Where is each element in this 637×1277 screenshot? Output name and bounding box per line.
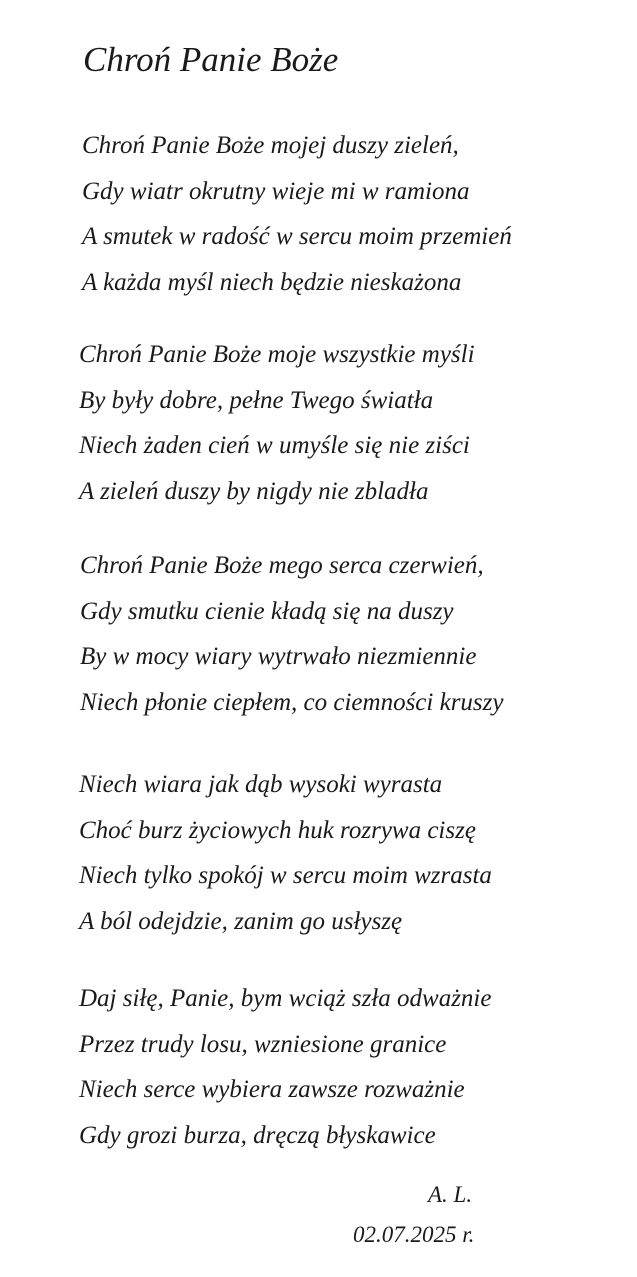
stanza-4	[79, 762, 492, 944]
verse-line: Gdy smutku cienie kładą się na duszy	[80, 597, 454, 625]
poem-title: Chroń Panie Boże	[83, 40, 339, 79]
verse-line: Daj siłę, Panie, bym wciąż szła odważnie	[79, 985, 492, 1012]
verse-line: Gdy wiatr okrutny wieje mi w ramiona	[82, 177, 470, 205]
verse-line: Chroń Panie Boże mego serca czerwień,	[80, 552, 484, 579]
stanza-3	[80, 543, 503, 725]
verse-line: Chroń Panie Boże mojej duszy zieleń,	[82, 132, 459, 159]
verse-line: Niech żaden cień w umyśle się nie ziści	[79, 432, 470, 459]
stanza-5	[79, 976, 491, 1158]
verse-line: By były dobre, pełne Twego światła	[79, 386, 434, 414]
verse-line: Niech tylko spokój w sercu moim wzrasta	[79, 862, 492, 889]
poem-date: 02.07.2025 r.	[353, 1222, 475, 1247]
verse-line: A zieleń duszy by nigdy nie zbladła	[79, 477, 429, 505]
verse-line: A każda myśl niech będzie nieskażona	[82, 268, 462, 296]
verse-line: Niech wiara jak dąb wysoki wyrasta	[79, 771, 443, 798]
verse-line: Chroń Panie Boże moje wszystkie myśli	[79, 341, 475, 368]
stanza-1	[82, 123, 512, 305]
author-signature: A. L.	[428, 1182, 473, 1207]
verse-line: Przez trudy losu, wzniesione granice	[79, 1030, 447, 1058]
verse-line: Niech płonie ciepłem, co ciemności kruszy	[80, 688, 504, 716]
verse-line: Niech serce wybiera zawsze rozważnie	[79, 1076, 465, 1103]
verse-line: Gdy grozi burza, dręczą błyskawice	[79, 1121, 436, 1149]
verse-line: By w mocy wiary wytrwało niezmiennie	[80, 643, 477, 670]
verse-line: Choć burz życiowych huk rozrywa ciszę	[79, 816, 476, 844]
stanza-2	[79, 332, 475, 514]
verse-line: A smutek w radość w sercu moim przemień	[82, 223, 512, 250]
verse-line: A ból odejdzie, zanim go usłyszę	[79, 907, 403, 935]
